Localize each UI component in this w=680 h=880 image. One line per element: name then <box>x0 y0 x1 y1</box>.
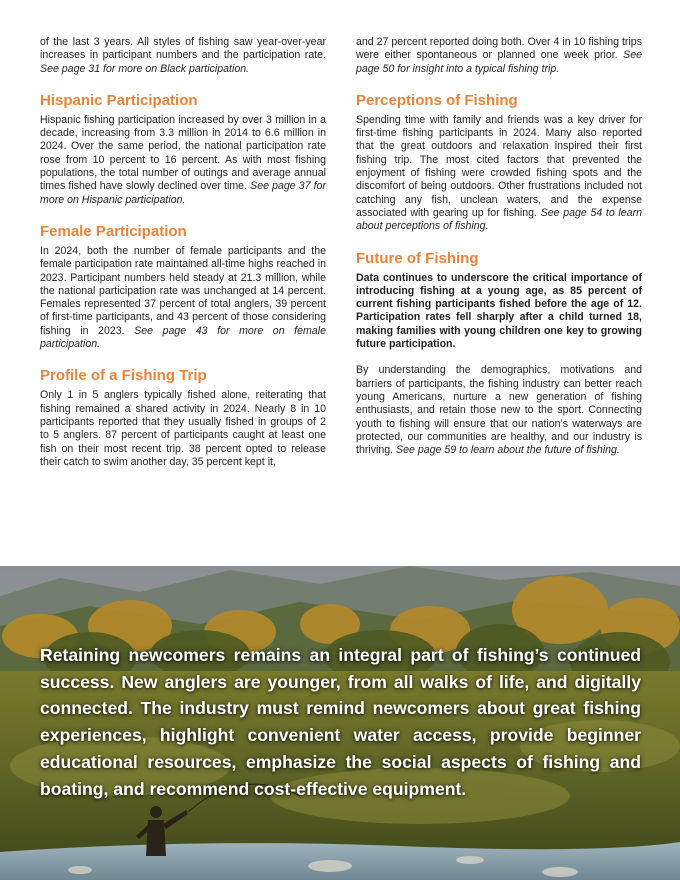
page-reference: See page 37 for more on Hispanic participation. <box>40 180 326 206</box>
fishing-trip-profile-heading: Profile of a Fishing Trip <box>40 367 207 385</box>
left-column <box>40 36 326 469</box>
future-of-fishing-paragraph: By understanding the demographics, motivations and barriers of participants, the fishing industry can better reach young Americans, nurture a new generation of fishing enthusiasts, and retain those new to the sport. Connecting youth to fishing will ensure that our nation’s waterways are protected, our communities are healthy, and our industry is thriving. See page 59 to learn about the future of fishing. <box>356 364 642 457</box>
future-of-fishing-highlight: Data continues to underscore the critical importance of introducing fishing at a young age, as 85 percent of current fishing participants fished before the age of 12. Participation rates fell sharply after a child turned 18, making families with young children one key to growing future participation. <box>356 271 642 351</box>
perceptions-of-fishing-paragraph: Spending time with family and friends was a key driver for first-time fishing participants in 2024. Many also reported that the great outdoors and relaxation inspired their first fishing trip. The most cited factors that prevented the enjoyment of fishing were crowded fishing spots and the discomfort of being outdoors. Other frustrations included not catching any fish, unclean waters, and the expense associated with gearing up for fishing. See page 54 to learn about perceptions of fishing. <box>356 113 642 233</box>
fishing-trip-profile-paragraph: Only 1 in 5 anglers typically fished alone, reiterating that fishing remained a shared activity in 2024. Nearly 8 in 10 participants reported that they usually fished in groups of 2 to 5 anglers. 87 percent of participants caught at least one fish on their most recent trip. 38 percent opted to release their catch to swim another day, 35 percent kept it, <box>40 389 326 468</box>
page-reference: See page 50 for insight into a typical fishing trip. <box>356 49 642 75</box>
female-participation-heading: Female Participation <box>40 222 187 240</box>
page-reference: See page 31 for more on Black participation. <box>40 62 250 75</box>
left-intro-paragraph: of the last 3 years. All styles of fishing saw year-over-year increases in participant numbers and the participation rate. See page 31 for more on Black participation. <box>40 36 326 75</box>
hispanic-participation-heading: Hispanic Participation <box>40 91 198 109</box>
paragraph-spacer <box>356 351 642 364</box>
future-of-fishing-heading: Future of Fishing <box>356 249 479 267</box>
perceptions-of-fishing-heading: Perceptions of Fishing <box>356 91 518 109</box>
river-angler-photo <box>0 566 680 880</box>
right-intro-paragraph: and 27 percent reported doing both. Over 4 in 10 fishing trips were either spontaneous or planned one week prior. See page 50 for insight into a typical fishing trip. <box>356 36 642 75</box>
page-reference: See page 43 for more on female participation. <box>40 324 326 351</box>
page-reference: See page 54 to learn about perceptions of fishing. <box>356 206 642 233</box>
female-participation-paragraph: In 2024, both the number of female participants and the female participation rate maintained all-time highs reached in 2023. Participant numbers held steady at 21.3 million, while the national participation rate was unchanged at 14 percent. Females represented 37 percent of total anglers, 39 percent of first-time participants, and 43 percent of those considering fishing in 2023. See page 43 for more on female participation. <box>40 244 326 351</box>
banner-quote: Retaining newcomers remains an integral part of fishing’s continued success. New anglers are younger, from all walks of life, and digitally connected. The industry must remind newcomers about great fishing experiences, highlight convenient water access, provide beginner educational resources, emphasize the social aspects of fishing and boating, and recommend cost-effective equipment. <box>40 645 641 799</box>
hispanic-participation-paragraph: Hispanic fishing participation increased by over 3 million in a decade, increasing from 3.3 million in 2014 to 6.6 million in 2024. Over the same period, the national participation rate rose from 10 percent to 16 percent. As with most fishing populations, the total number of outings and average annual times fished have slowly declined over time. See page 37 for more on Hispanic participation. <box>40 113 326 206</box>
right-column <box>356 36 642 469</box>
page-reference: See page 59 to learn about the future of fishing. <box>396 444 620 457</box>
text-columns <box>40 36 642 469</box>
